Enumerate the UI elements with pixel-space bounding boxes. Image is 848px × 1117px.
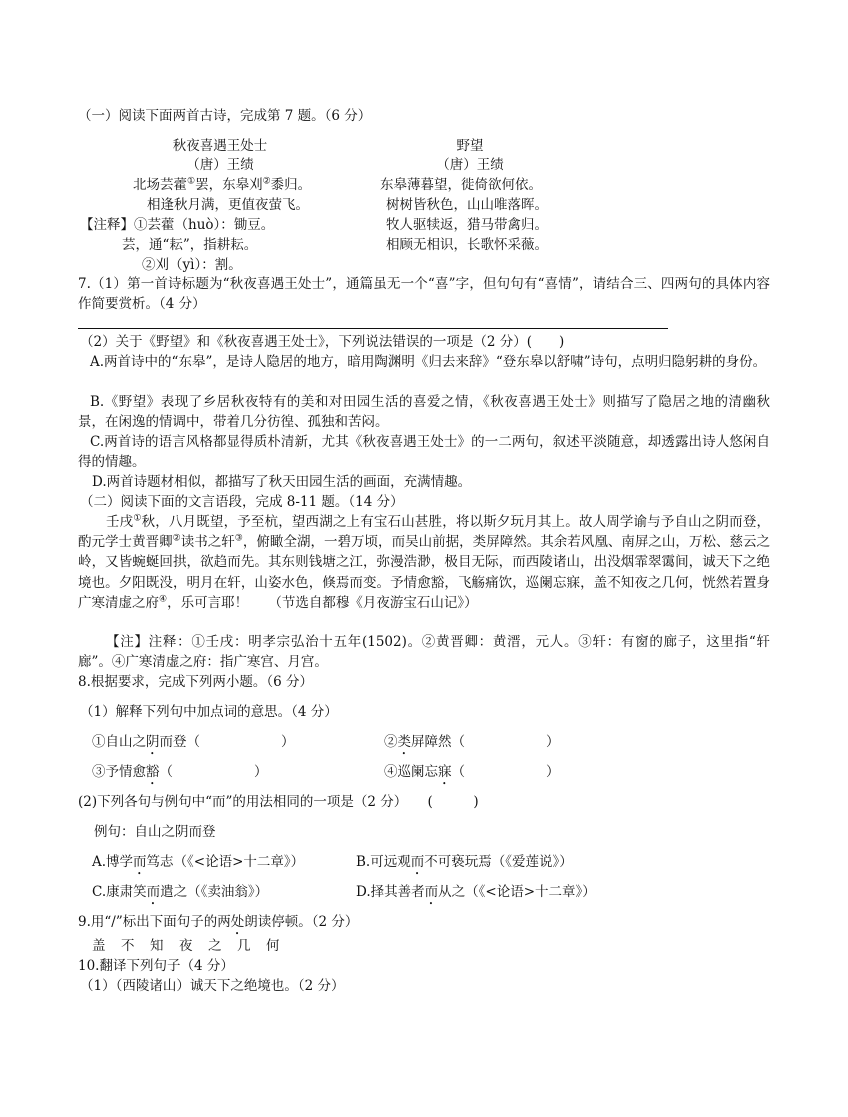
choice-a: A.博学而笃志（《<论语>十二章》）	[92, 854, 305, 870]
pause-char: 夜	[179, 938, 193, 954]
poem1-author: （唐）王绩	[186, 157, 254, 173]
choice-c: C.康肃笑而遣之（《卖油翁》）	[92, 884, 269, 900]
question-10: 10.翻译下列句子（4 分）	[78, 958, 234, 974]
poem1-line2: 相逢秋月满，更值夜萤飞。	[147, 197, 309, 213]
question-8-1: （1）解释下列句中加点词的意思。（4 分）	[80, 704, 338, 720]
poem1-note1: 【注释】①芸藿（huò）：锄豆。	[80, 217, 275, 233]
choice-b: B.可远观而不可亵玩焉（《爱莲说》）	[356, 854, 573, 870]
pause-sentence	[92, 936, 295, 956]
item-3: ③予情愈豁（ ）	[92, 764, 268, 780]
poem2-title: 野望	[456, 138, 484, 154]
pause-char: 几	[237, 938, 251, 954]
question-8: 8.根据要求，完成下列两小题。（6 分）	[78, 674, 314, 690]
question-7-1: 7.（1）第一首诗标题为“秋夜喜遇王处士”，通篇虽无一个“喜”字，但句句有“喜情”，请结合三、四两句的具体内容作简要赏析。（4 分）	[78, 276, 770, 312]
pause-char: 之	[208, 938, 222, 954]
item-2: ②类屏障然（ ）	[384, 734, 560, 750]
poem1-note3: ②刈（yì）：割。	[142, 257, 242, 273]
classical-passage: 壬戌①秋，八月既望，予至杭，望西湖之上有宝石山甚胜，将以斯夕玩月其上。故人周学谕与予自山之阴而登，酌元学士黄晋卿②读书之轩③，俯瞰全湖，一碧万顷，而吴山前据，类屏障然。其余若风凰、南屏之山，万松、慈云之岭，又皆蜿蜒回拱，欲趋而先。其东则钱塘之江，弥漫浩渺，极目无际，而西陵诸山，出没烟霏翠霭间，诚天下之绝境也。夕阳既没，明月在轩，山姿水色，倏焉而变。予情愈豁，飞觞痛饮，巡阑忘寐，盖不知夜之几何，恍然若置身广寒清虚之府④，乐可言耶！ （节选自都穆《月夜游宝石山记》）	[78, 513, 771, 611]
poem1-title: 秋夜喜遇王处士	[172, 138, 268, 154]
poem1-note2: 芸，通“耘”，指耕耘。	[122, 237, 258, 253]
poem2-line1: 东皋薄暮望，徙倚欲何依。	[380, 177, 542, 193]
answer-line[interactable]	[78, 328, 668, 329]
passage-notes: 【注】注释：①壬戌：明孝宗弘治十五年(1502)。②黄晋卿：黄溍，元人。③轩：有窗的廊子，这里指“轩廊”。④广寒清虚之府：指广寒宫、月宫。	[78, 634, 770, 670]
poem2-line4: 相顾无相识，长歌怀采薇。	[386, 237, 548, 253]
question-9: 9.用“/”标出下面句子的两处朗读停顿。（2 分）	[78, 914, 359, 930]
poem2-line2: 树树皆秋色，山山唯落晖。	[386, 197, 548, 213]
option-a: A.两首诗中的“东皋”，是诗人隐居的地方，暗用陶渊明《归去来辞》“登东皋以舒啸”诗句，点明归隐躬耕的身份。	[90, 354, 767, 370]
section2-heading: （二）阅读下面的文言语段，完成 8-11 题。（14 分）	[80, 494, 404, 510]
example-sentence: 例句：自山之阴而登	[94, 824, 216, 840]
item-1: ①自山之阴而登（ ）	[92, 734, 295, 750]
pause-char: 知	[150, 938, 164, 954]
poem2-line3: 牧人驱犊返，猎马带禽归。	[386, 217, 548, 233]
section1-heading: （一）阅读下面两首古诗，完成第 7 题。（6 分）	[78, 108, 372, 124]
question-8-2: (2)下列各句与例句中“而”的用法相同的一项是（2 分） ( )	[78, 794, 479, 810]
question-10-1: （1）（西陵诸山）诚天下之绝境也。（2 分）	[80, 978, 345, 994]
option-c: C.两首诗的语言风格都显得质朴清新，尤其《秋夜喜遇王处士》的一二两句，叙述平淡随意，却透露出诗人悠闲自得的情趣。	[78, 434, 770, 470]
option-b: B.《野望》表现了乡居秋夜特有的美和对田园生活的喜爱之情，《秋夜喜遇王处士》则描写了隐居之地的清幽秋景，在闲逸的情调中，带着几分彷徨、孤独和苦闷。	[78, 394, 770, 430]
pause-char: 不	[121, 938, 135, 954]
pause-char: 盖	[92, 938, 106, 954]
question-7-2: （2）关于《野望》和《秋夜喜遇王处士》，下列说法错误的一项是（2 分）( )	[80, 334, 565, 350]
pause-char: 何	[266, 938, 280, 954]
poem2-author: （唐）王绩	[436, 157, 504, 173]
choice-d: D.择其善者而从之（《<论语>十二章》）	[356, 884, 596, 900]
poem1-line1: 北场芸藿①罢，东皋刈②黍归。	[133, 176, 312, 193]
item-4: ④巡阑忘寐（ ）	[384, 764, 560, 780]
option-d: D.两首诗题材相似，都描写了秋天田园生活的画面，充满情趣。	[92, 474, 472, 490]
